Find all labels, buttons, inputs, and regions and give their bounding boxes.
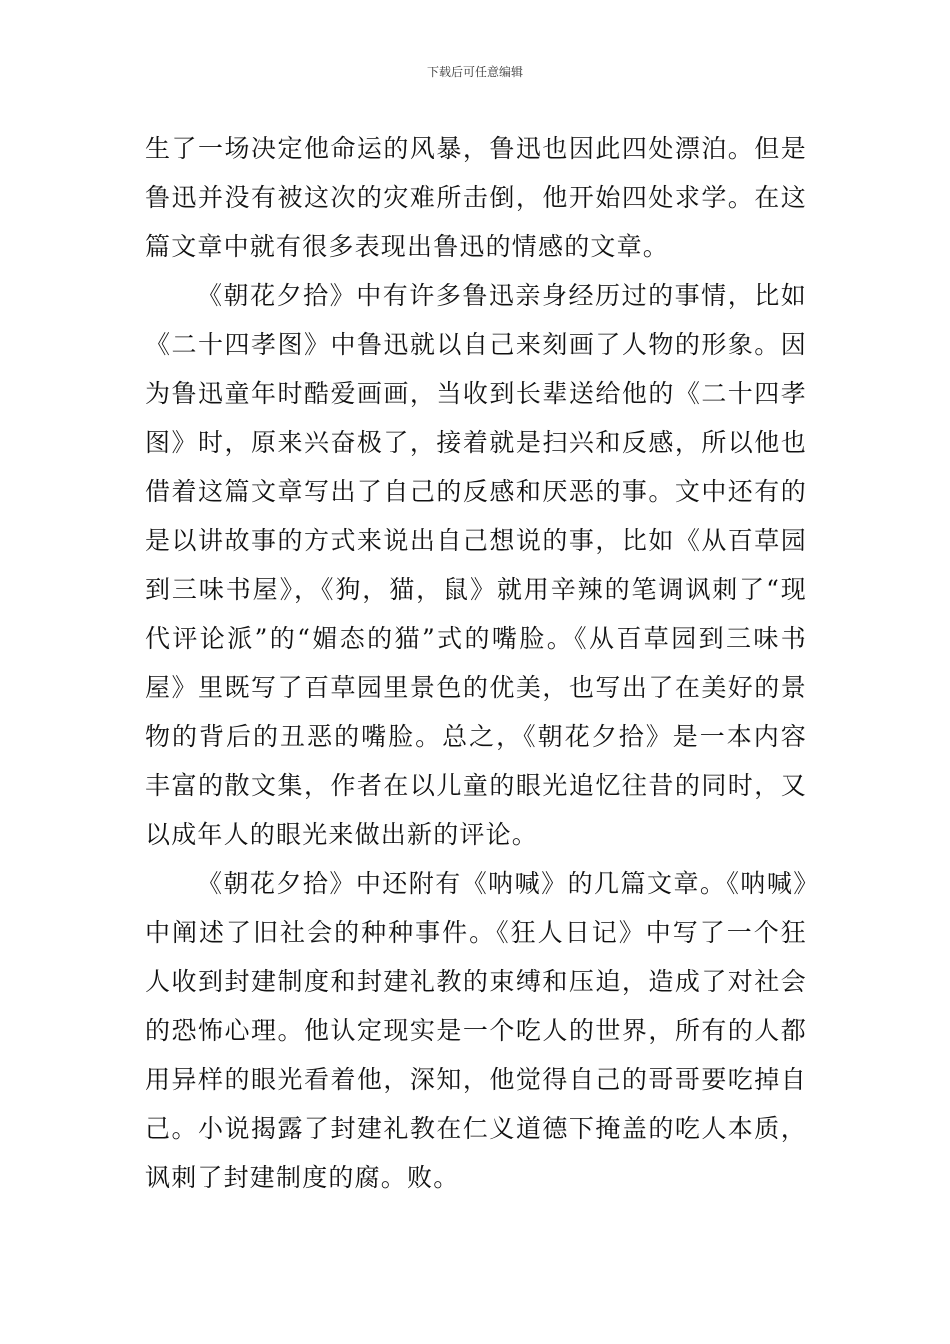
paragraph-chaohua-xishi: 《朝花夕拾》中有许多鲁迅亲身经历过的事情，比如《二十四孝图》中鲁迅就以自己来刻画了人物的形象。因为鲁迅童年时酷爱画画，当收到长辈送给他的《二十四孝图》时，原来兴奋极了，接着就是扫兴和反感，所以他也借着这篇文章写出了自己的反感和厌恶的事。文中还有的是以讲故事的方式来说出自己想说的事，比如《从百草园到三味书屋》，《狗，猫，鼠》就用辛辣的笔调讽刺了“现代评论派”的“媚态的猫”式的嘴脸。《从百草园到三味书屋》里既写了百草园里景色的优美，也写出了在美好的景物的背后的丑恶的嘴脸。总之，《朝花夕拾》是一本内容丰富的散文集，作者在以儿童的眼光追忆往昔的同时，又以成年人的眼光来做出新的评论。 (145, 281, 807, 849)
document-body (145, 124, 807, 1202)
page-header: 下载后可任意编辑 (426, 65, 523, 79)
paragraph-continuation: 生了一场决定他命运的风暴，鲁迅也因此四处漂泊。但是鲁迅并没有被这次的灾难所击倒，他开始四处求学。在这篇文章中就有很多表现出鲁迅的情感的文章。 (145, 134, 807, 261)
paragraph-nahan: 《朝花夕拾》中还附有《呐喊》的几篇文章。《呐喊》中阐述了旧社会的种种事件。《狂人日记》中写了一个狂人收到封建制度和封建礼教的束缚和压迫，造成了对社会的恐怖心理。他认定现实是一个吃人的世界，所有的人都用异样的眼光看着他，深知，他觉得自己的哥哥要吃掉自己。小说揭露了封建礼教在仁义道德下掩盖的吃人本质，讽刺了封建制度的腐。败。 (145, 869, 807, 1192)
